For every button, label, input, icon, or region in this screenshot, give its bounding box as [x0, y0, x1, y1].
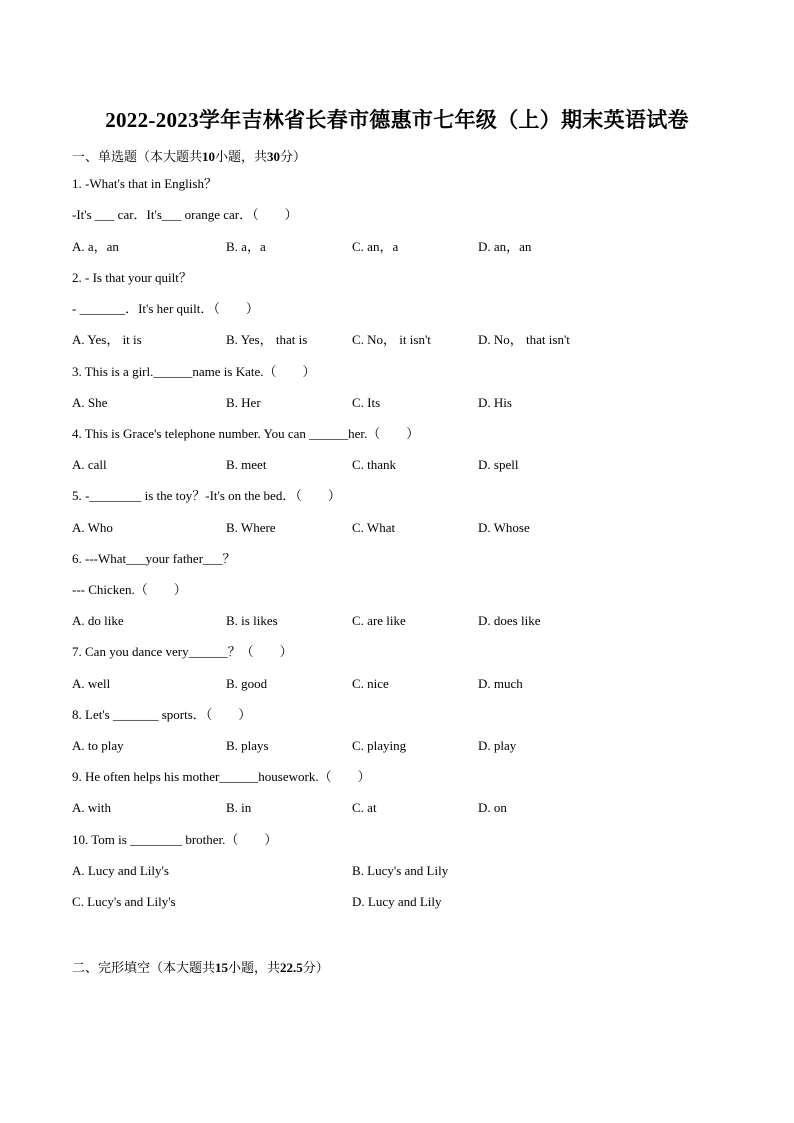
question-7-option-d[interactable]: D. much — [478, 676, 523, 691]
question-3-option-c[interactable]: C. Its — [352, 395, 381, 410]
question-4-option-d[interactable]: D. spell — [478, 457, 519, 472]
question-9-option-b[interactable]: B. in — [226, 800, 252, 815]
section-heading-1: 一、单选题（本大题共10小题，共30分） — [72, 149, 307, 164]
question-4-stem: 4. This is Grace's telephone number. You can ______her.（ ） — [72, 426, 420, 441]
question-4-option-a[interactable]: A. call — [72, 457, 107, 472]
question-10-option-a[interactable]: A. Lucy and Lily's — [72, 863, 169, 878]
question-2-option-c[interactable]: C. No， it isn't — [352, 332, 431, 347]
page-title: 2022-2023学年吉林省长春市德惠市七年级（上）期末英语试卷 — [105, 108, 689, 132]
question-9-option-c[interactable]: C. at — [352, 800, 377, 815]
question-7-option-a[interactable]: A. well — [72, 676, 111, 691]
question-1-stem: 1. -What's that in English？ — [72, 176, 217, 191]
question-2-option-b[interactable]: B. Yes， that is — [226, 332, 308, 347]
question-10-option-c[interactable]: C. Lucy's and Lily's — [72, 894, 176, 909]
question-8-option-c[interactable]: C. playing — [352, 738, 407, 753]
question-6-stem: 6. ---What___your father___？ — [72, 551, 236, 566]
question-4-option-c[interactable]: C. thank — [352, 457, 397, 472]
question-5-option-a[interactable]: A. Who — [72, 520, 113, 535]
question-3-option-d[interactable]: D. His — [478, 395, 512, 410]
question-1-option-a[interactable]: A. a，an — [72, 239, 119, 254]
question-3-option-b[interactable]: B. Her — [226, 395, 261, 410]
section-heading-2: 二、完形填空（本大题共15小题，共22.5分） — [72, 960, 329, 975]
question-1-stem-line2: -It's ___ car．It's___ orange car．（ ） — [72, 207, 298, 222]
question-6-option-b[interactable]: B. is likes — [226, 613, 278, 628]
question-3-option-a[interactable]: A. She — [72, 395, 108, 410]
question-10-option-b[interactable]: B. Lucy's and Lily — [352, 863, 449, 878]
question-4-option-b[interactable]: B. meet — [226, 457, 267, 472]
question-7-option-c[interactable]: C. nice — [352, 676, 389, 691]
question-3-stem: 3. This is a girl.______name is Kate.（ ） — [72, 364, 316, 379]
question-6-option-a[interactable]: A. do like — [72, 613, 124, 628]
question-10-option-d[interactable]: D. Lucy and Lily — [352, 894, 442, 909]
question-2-stem-line2: - _______．It's her quilt．（ ） — [72, 301, 259, 316]
question-8-option-b[interactable]: B. plays — [226, 738, 269, 753]
question-10-stem: 10. Tom is ________ brother.（ ） — [72, 832, 278, 847]
question-5-option-d[interactable]: D. Whose — [478, 520, 530, 535]
question-7-option-b[interactable]: B. good — [226, 676, 268, 691]
question-9-option-d[interactable]: D. on — [478, 800, 507, 815]
question-5-stem: 5. -________ is the toy？-It's on the bed．（ ） — [72, 488, 341, 503]
question-2-option-d[interactable]: D. No， that isn't — [478, 332, 570, 347]
question-8-option-d[interactable]: D. play — [478, 738, 517, 753]
question-9-option-a[interactable]: A. with — [72, 800, 111, 815]
question-1-option-c[interactable]: C. an，a — [352, 239, 399, 254]
question-9-stem: 9. He often helps his mother______housework.（ ） — [72, 769, 371, 784]
question-6-option-c[interactable]: C. are like — [352, 613, 406, 628]
question-2-option-a[interactable]: A. Yes， it is — [72, 332, 142, 347]
question-6-stem-line2: --- Chicken.（ ） — [72, 582, 187, 597]
question-1-option-d[interactable]: D. an，an — [478, 239, 532, 254]
question-1-option-b[interactable]: B. a，a — [226, 239, 266, 254]
question-5-option-b[interactable]: B. Where — [226, 520, 276, 535]
question-5-option-c[interactable]: C. What — [352, 520, 396, 535]
question-8-stem: 8. Let's _______ sports．（ ） — [72, 707, 252, 722]
question-7-stem: 7. Can you dance very______？（ ） — [72, 644, 293, 659]
question-8-option-a[interactable]: A. to play — [72, 738, 124, 753]
question-6-option-d[interactable]: D. does like — [478, 613, 541, 628]
question-2-stem: 2. - Is that your quilt？ — [72, 270, 192, 285]
